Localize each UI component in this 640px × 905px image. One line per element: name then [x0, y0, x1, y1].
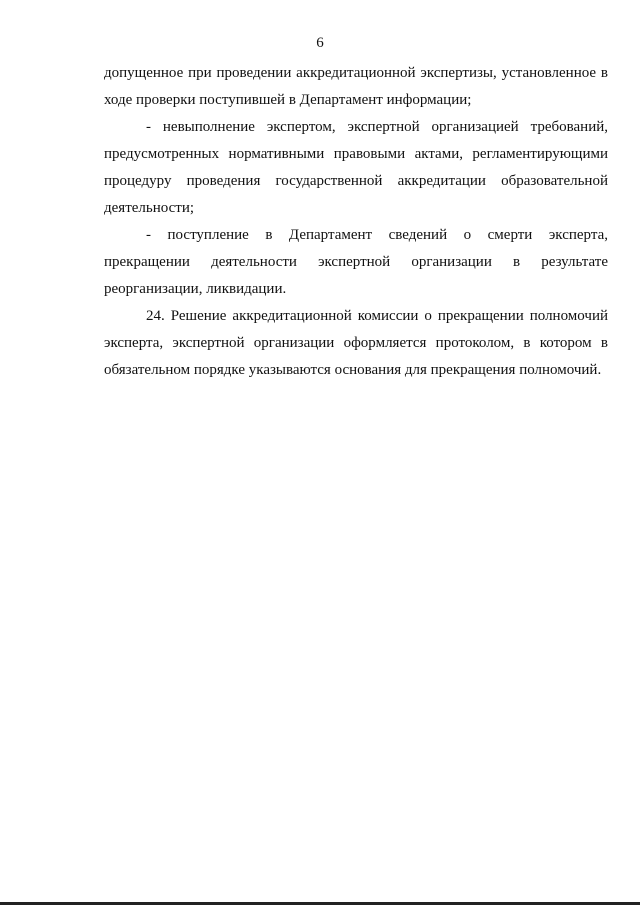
paragraph-continuation: допущенное при проведении аккредитационной экспертизы, установленное в ходе проверки поступившей в Департамент информации;	[104, 65, 608, 108]
paragraph-expert-death-or-liquidation: - поступление в Департамент сведений о смерти эксперта, прекращении деятельности экспертной организации в результате реорганизации, ликвидации.	[104, 227, 608, 297]
document-body	[104, 60, 608, 384]
paragraph-item-24: 24. Решение аккредитационной комиссии о прекращении полномочий эксперта, экспертной организации оформляется протоколом, в котором в обязательном порядке указываются основания для прекращения полномочий.	[104, 308, 608, 378]
paragraph-expert-noncompliance: - невыполнение экспертом, экспертной организацией требований, предусмотренных нормативными правовыми актами, регламентирующими процедуру проведения государственной аккредитации образовательной деятельности;	[104, 119, 608, 216]
page-number: 6	[316, 35, 324, 51]
